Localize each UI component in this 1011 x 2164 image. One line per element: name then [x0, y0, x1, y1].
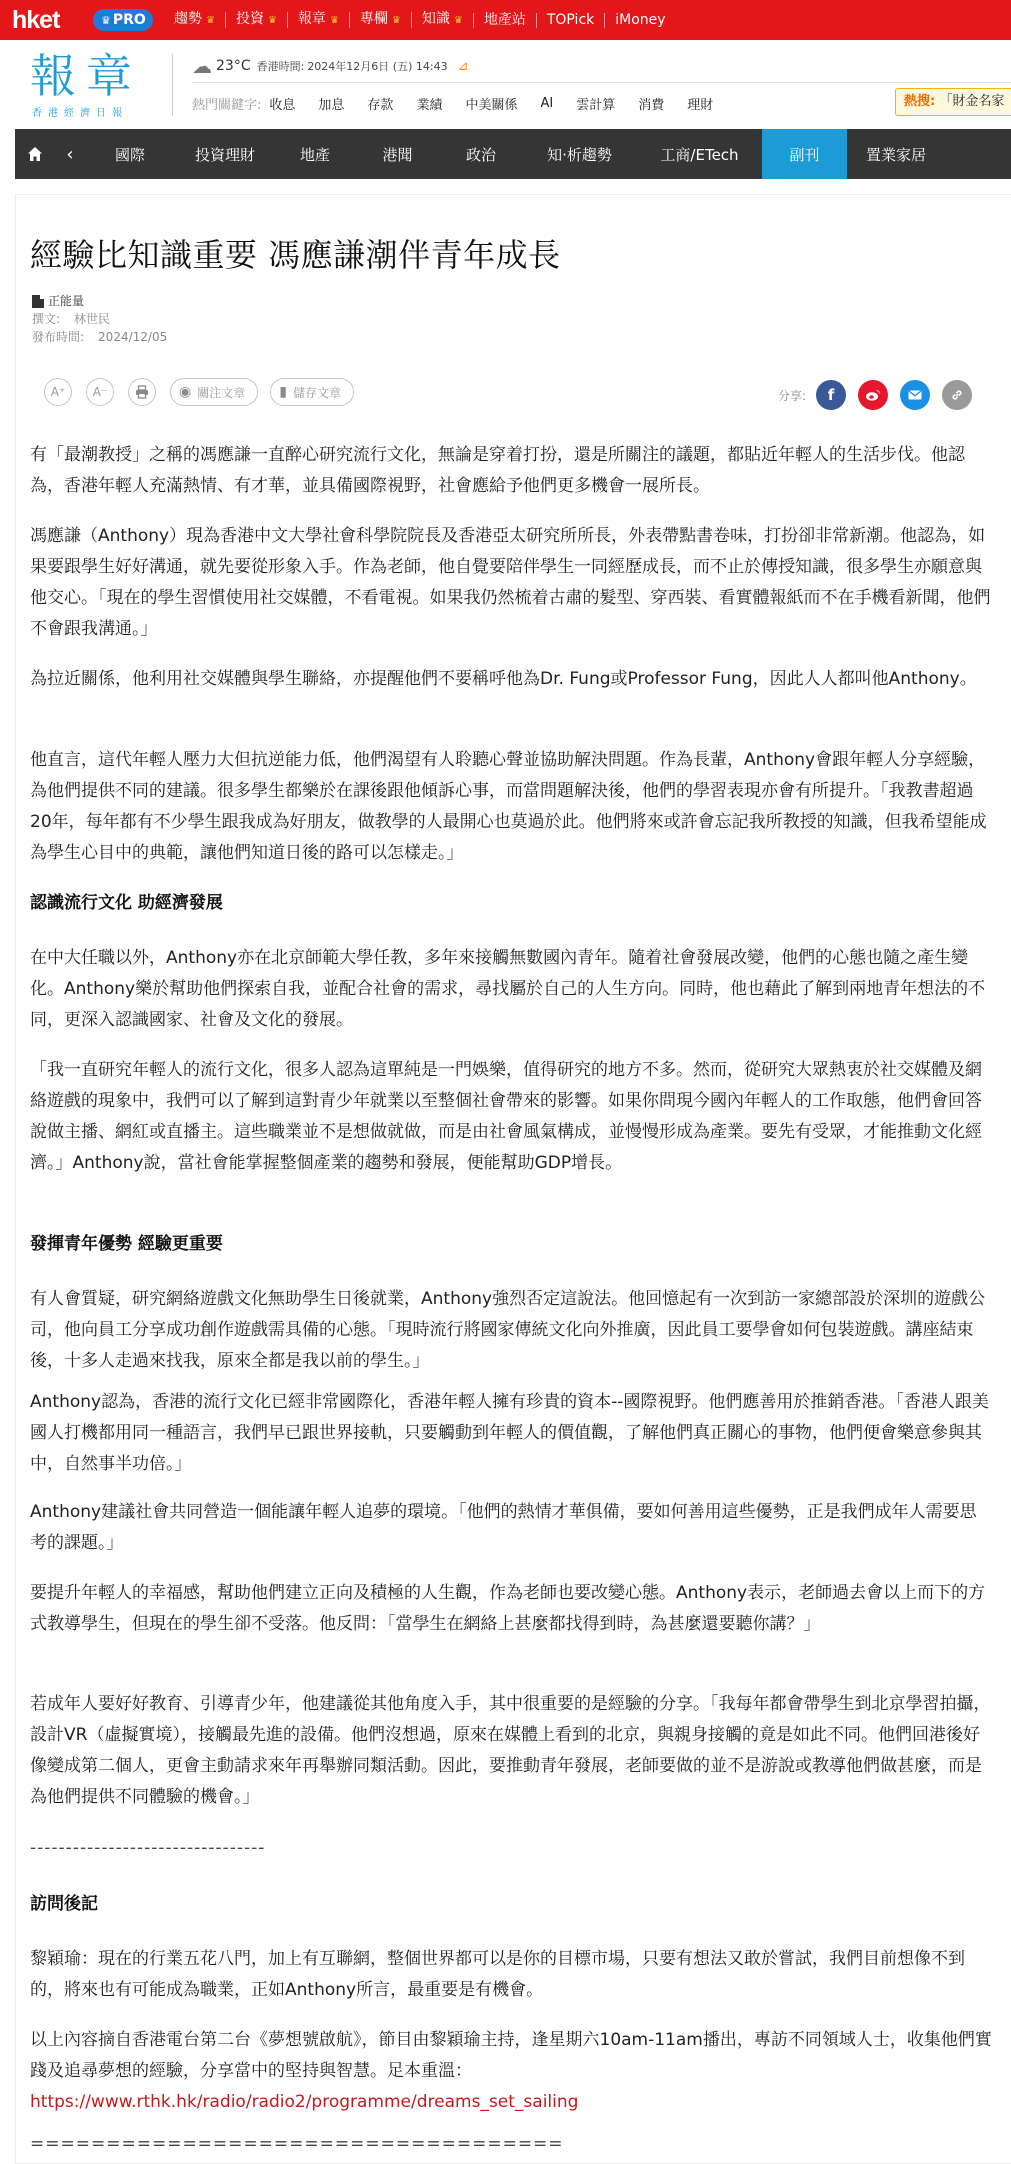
nav-item-etech[interactable]: 工商/ETech	[660, 145, 739, 164]
header-line	[192, 82, 1011, 83]
paragraph: 有人會質疑，研究網絡遊戲文化無助學生日後就業，Anthony強烈否定這說法。他回憶起有一次到訪一家總部設於深圳的遊戲公司，他向員工分享成功創作遊戲需具備的心態。「現時流行將國家傳統文化向外推廣，因此員工要學會如何包裝遊戲。講座結束後，十多人走過來找我，原來全都是我以前的學生。」	[30, 1289, 986, 1371]
newspaper-brand-logo[interactable]	[30, 50, 160, 120]
hot-keyword[interactable]: 理財	[687, 98, 714, 113]
hot-keyword[interactable]: 雲計算	[576, 98, 616, 113]
author-name: 林世民	[74, 312, 111, 326]
nav-item-supplement[interactable]: 副刊	[762, 129, 847, 179]
paragraph: 在中大任職以外，Anthony亦在北京師範大學任教，多年來接觸無數國內青年。隨着社會發展改變，他們的心態也隨之產生變化。Anthony樂於幫助他們探索自我，並配合社會的需求，尋找屬於自己的人生方向。同時，他也藉此了解到兩地青年想法的不同，更深入認識國家、社會及文化的發展。	[30, 948, 986, 1030]
divider-text: ===================================	[30, 2134, 564, 2154]
paragraph: Anthony建議社會共同營造一個能讓年輕人追夢的環境。「他們的熱情才華俱備，要如何善用這些優勢，正是我們成年人需要思考的課題。」	[30, 1502, 977, 1553]
nav-item-local-news[interactable]: 港聞	[382, 145, 413, 164]
date-row: 發布時間: 2024/12/05	[32, 330, 168, 344]
subheading: 認識流行文化 助經濟發展	[30, 893, 223, 913]
crown-icon: ♛	[329, 15, 339, 26]
hot-keyword[interactable]: 加息	[318, 98, 345, 113]
paragraph: 黎穎瑜：現在的行業五花八門，加上有互聯網，整個世界都可以是你的目標市場，只要有想法又敢於嘗試，我們目前想像不到的，將來也有可能成為職業，正如Anthony所言，最重要是有機會。	[30, 1949, 965, 2000]
pro-badge-button[interactable]	[93, 9, 153, 31]
facebook-icon[interactable]: f	[816, 380, 846, 410]
hot-keyword[interactable]: 業績	[416, 98, 443, 113]
article-toolbar	[44, 378, 366, 406]
top-bar	[0, 0, 1011, 40]
nav-item-property[interactable]: 地產	[299, 145, 330, 164]
hot-keywords	[192, 94, 736, 113]
paragraph: 馮應謙（Anthony）現為香港中文大學社會科學院院長及香港亞太研究所所長，外表帶點書卷味，打扮卻非常新潮。他認為，如果要跟學生好好溝通，就先要從形象入手。作為老師，他自覺要陪伴學生一同經歷成長，而不止於傳授知識，很多學生亦願意與他交心。「現在的學生習慣使用社交媒體，不看電視。如果我仍然梳着古肅的髮型、穿西裝、看實體報紙而不在手機看新聞，他們不會跟我溝通。」	[30, 526, 991, 639]
paragraph: 為拉近關係，他利用社交媒體與學生聯絡，亦提醒他們不要稱呼他為Dr. Fung或Professor Fung，因此人人都叫他Anthony。	[30, 669, 977, 689]
hot-keyword[interactable]: AI	[540, 96, 554, 111]
temperature: 23°C	[216, 58, 251, 74]
pro-label: PRO	[112, 12, 146, 28]
divider-text: ---------------------------------	[30, 1838, 266, 1858]
hot-keyword[interactable]: 收息	[269, 98, 296, 113]
brand-title: 報章	[30, 49, 142, 103]
top-nav-item-topick[interactable]: TOPick	[536, 13, 604, 28]
datetime: 2024年12月6日 (五) 14:43	[307, 60, 448, 73]
main-nav	[15, 129, 1011, 179]
print-button[interactable]	[128, 378, 156, 406]
crown-icon: ♛	[391, 15, 401, 26]
email-icon[interactable]	[900, 380, 930, 410]
hot-keyword[interactable]: 存款	[367, 98, 394, 113]
rss-icon[interactable]: ⊿	[457, 58, 469, 74]
article-category[interactable]: 正能量	[32, 292, 167, 310]
brand-subtitle: 香港經濟日報	[32, 108, 128, 119]
follow-article-button[interactable]: ◉ 關注文章	[170, 378, 258, 406]
cloud-sun-icon: ☁	[192, 54, 212, 78]
header-divider	[172, 54, 173, 116]
weather-time-bar	[192, 54, 469, 78]
copy-link-icon[interactable]	[942, 380, 972, 410]
time-label: 香港時間:	[256, 60, 305, 73]
subheading: 訪問後記	[30, 1894, 98, 1914]
hot-search-value: 「財金名家	[939, 94, 1005, 109]
hot-keyword[interactable]: 中美關係	[465, 98, 518, 113]
font-decrease-button[interactable]: A⁻	[86, 378, 114, 406]
top-nav-item-trend[interactable]: 趨勢 ♛	[174, 11, 215, 27]
paragraph: 若成年人要好好教育、引導青少年，他建議從其他角度入手，其中很重要的是經驗的分享。「我每年都會帶學生到北京學習拍攝，設計VR（虛擬實境），接觸最先進的設備。他們沒想過，原來在媒體上看到的北京，與親身接觸的竟是如此不同。他們回港後好像變成第二個人，更會主動請求來年再舉辦同類活動。因此，要推動青年發展，老師要做的並不是游說或教導他們做甚麼，而是為他們提供不同體驗的機會。」	[30, 1694, 991, 1807]
paragraph: Anthony認為，香港的流行文化已經非常國際化，香港年輕人擁有珍貴的資本--國際視野。他們應善用於推銷香港。「香港人跟美國人打機都用同一種語言，我們早已跟世界接軌，只要觸動到年輕人的價值觀，了解他們真正關心的事物，他們便會樂意參與其中，自然事半功倍。」	[30, 1392, 989, 1474]
hot-search-box[interactable]	[895, 88, 1011, 116]
article-title: 經驗比知識重要 馮應謙潮伴青年成長	[30, 236, 561, 274]
top-nav-item-property[interactable]: 地產站	[473, 13, 536, 28]
paragraph: 「我一直研究年輕人的流行文化，很多人認為這單純是一門娛樂，值得研究的地方不多。然而，從研究大眾熱衷於社交媒體及網絡遊戲的現象中，我們可以了解到這對青少年就業以至整個社會帶來的影響。如果你問現今國內年輕人的工作取態，他們會回答說做主播、網紅或直播主。這些職業並不是想做就做，而是由社會風氣構成，並慢慢形成為產業。要先有受眾，才能推動文化經濟。」Anthony說，當社會能掌握整個產業的趨勢和發展，便能幫助GDP增長。	[30, 1060, 982, 1173]
weibo-icon[interactable]	[858, 380, 888, 410]
hket-logo[interactable]: hket	[12, 6, 60, 34]
home-icon[interactable]	[15, 129, 55, 179]
hot-keywords-label: 熱門關鍵字:	[192, 98, 262, 113]
article-meta	[32, 292, 167, 346]
author-row: 撰文: 林世民	[32, 312, 111, 326]
top-nav-item-knowledge[interactable]: 知識 ♛	[411, 12, 473, 28]
subheading: 發揮青年優勢 經驗更重要	[30, 1234, 223, 1254]
share-label: 分享:	[778, 388, 807, 403]
crown-icon: ♛	[101, 14, 111, 27]
chevron-left-icon[interactable]: ‹	[66, 143, 74, 165]
eye-icon: ◉	[179, 384, 192, 400]
top-nav-item-paper[interactable]: 報章 ♛	[287, 12, 349, 28]
crown-icon: ♛	[453, 15, 463, 26]
hot-keyword[interactable]: 消費	[638, 98, 665, 113]
paragraph: 要提升年輕人的幸福感，幫助他們建立正向及積極的人生觀，作為老師也要改變心態。Anthony表示，老師過去會以上而下的方式教導學生，但現在的學生卻不受落。他反問：「當學生在網絡上甚麼都找得到時，為甚麼還要聽你講？」	[30, 1583, 986, 1634]
nav-item-home-living[interactable]: 置業家居	[865, 145, 926, 164]
rthk-program-link[interactable]: https://www.rthk.hk/radio/radio2/programme/dreams_set_sailing	[30, 2092, 579, 2112]
top-nav-item-invest[interactable]: 投資 ♛	[225, 12, 287, 28]
nav-item-trends[interactable]: 知·析趨勢	[547, 145, 612, 164]
crown-icon: ♛	[267, 15, 277, 26]
nav-item-investment[interactable]: 投資理財	[194, 145, 255, 164]
document-icon	[32, 295, 44, 308]
font-increase-button[interactable]: A⁺	[44, 378, 72, 406]
nav-item-international[interactable]: 國際	[114, 145, 145, 164]
nav-item-politics[interactable]: 政治	[465, 145, 496, 164]
bookmark-icon: ▮	[279, 384, 287, 400]
print-icon	[135, 385, 149, 399]
save-article-button[interactable]: ▮ 儲存文章	[270, 378, 354, 406]
top-nav	[164, 0, 676, 40]
top-nav-item-column[interactable]: 專欄 ♛	[349, 12, 411, 28]
share-bar	[778, 380, 972, 410]
publish-date: 2024/12/05	[98, 330, 168, 344]
paragraph: 有「最潮教授」之稱的馮應謙一直醉心研究流行文化，無論是穿着打扮，還是所關注的議題，都貼近年輕人的生活步伐。他認為，香港年輕人充滿熱情、有才華，並具備國際視野，社會應給予他們更多機會一展所長。	[30, 445, 965, 496]
crown-icon: ♛	[206, 15, 215, 26]
top-nav-item-imoney[interactable]: iMoney	[604, 13, 675, 28]
hot-search-label: 熱搜:	[904, 94, 936, 109]
paragraph: 以上內容摘自香港電台第二台《夢想號啟航》，節目由黎穎瑜主持，逢星期六10am-11am播出，專訪不同領域人士，收集他們實踐及追尋夢想的經驗，分享當中的堅持與智慧。足本重溫： https://www.rthk.hk/radio/radio2/programme/dreams_set_sailing	[30, 2030, 992, 2112]
paragraph: 他直言，這代年輕人壓力大但抗逆能力低，他們渴望有人聆聽心聲並協助解決問題。作為長輩，Anthony會跟年輕人分享經驗，為他們提供不同的建議。很多學生都樂於在課後跟他傾訴心事，而當問題解決後，他們的學習表現亦會有所提升。「我教書超過20年，每年都有不少學生跟我成為好朋友，做教學的人最開心也莫過於此。他們將來或許會忘記我所教授的知識，但我希望能成為學生心目中的典範，讓他們知道日後的路可以怎樣走。」	[30, 750, 987, 863]
